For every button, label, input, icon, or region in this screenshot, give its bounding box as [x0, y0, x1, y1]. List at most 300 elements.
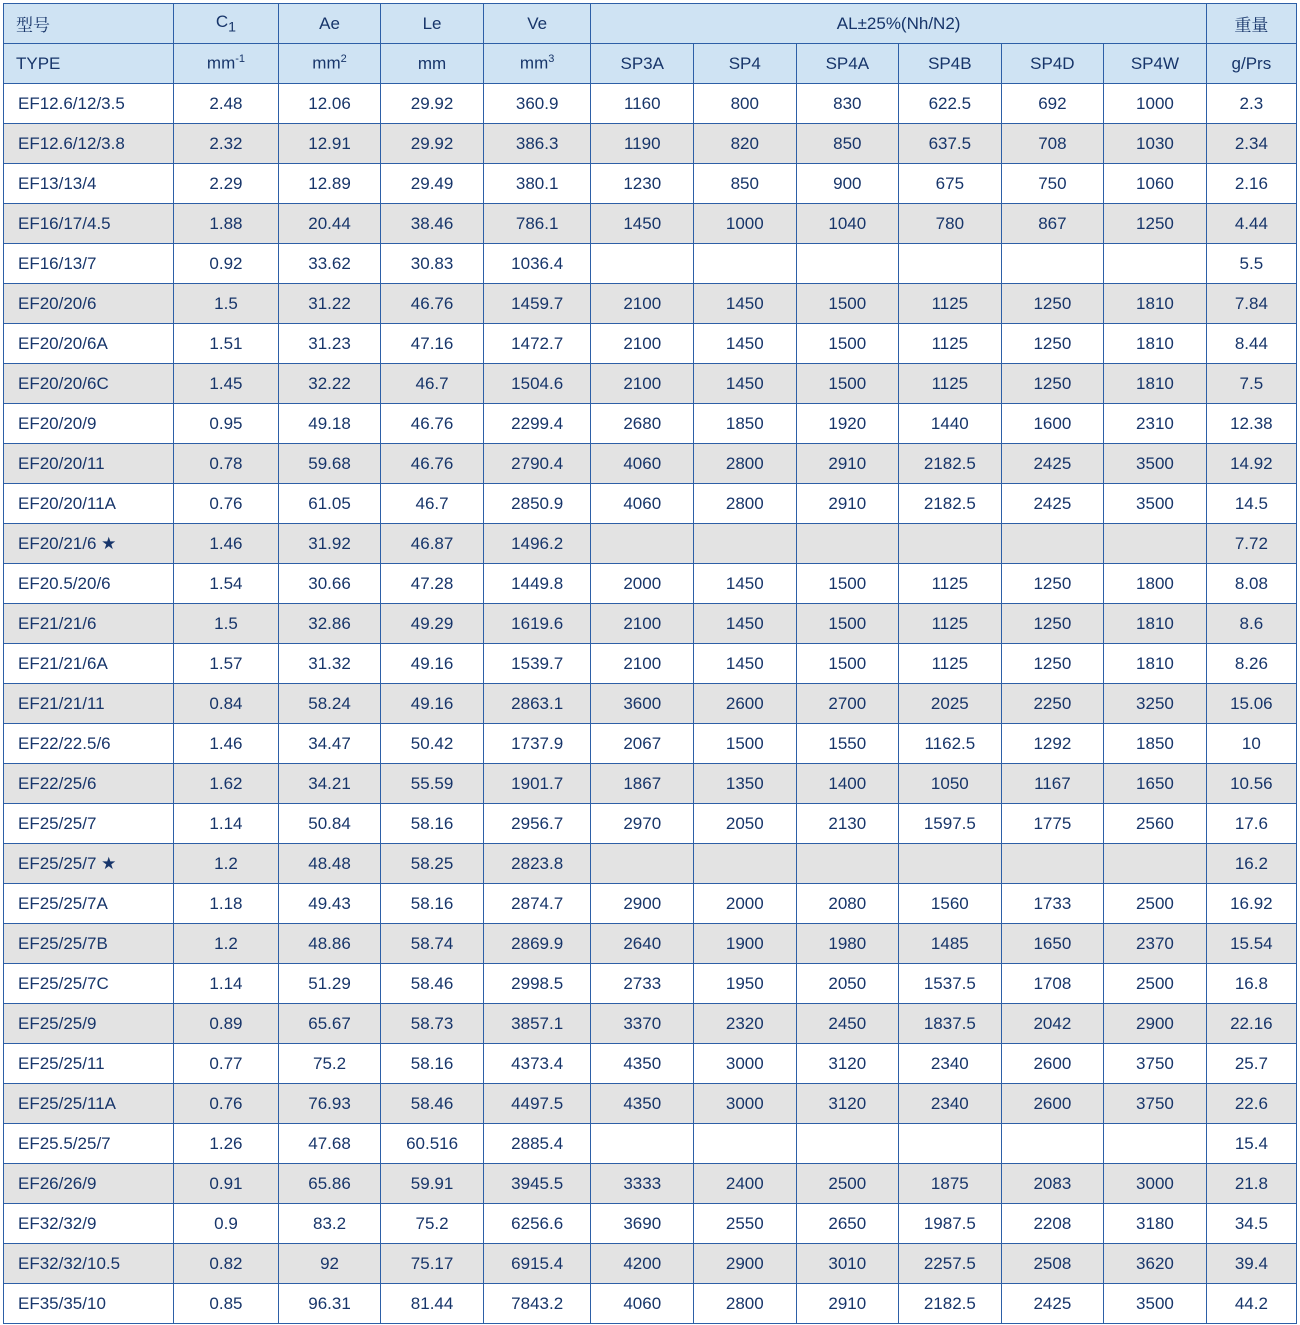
- header-ae-unit: [278, 44, 381, 84]
- cell-le: 29.92: [381, 84, 484, 124]
- cell-weight: 22.6: [1206, 1084, 1296, 1124]
- cell-al-sp4b: [899, 844, 1002, 884]
- table-row: [4, 164, 1297, 204]
- cell-al-sp4: 850: [694, 164, 797, 204]
- cell-le: 58.16: [381, 884, 484, 924]
- cell-al-sp3a: 2100: [591, 364, 694, 404]
- cell-al-sp4a: 3010: [796, 1244, 899, 1284]
- cell-c1: 1.57: [174, 644, 279, 684]
- cell-c1: 2.32: [174, 124, 279, 164]
- cell-al-sp4d: 2083: [1001, 1164, 1104, 1204]
- cell-al-sp4b: 1987.5: [899, 1204, 1002, 1244]
- cell-c1: 1.62: [174, 764, 279, 804]
- cell-al-sp3a: [591, 524, 694, 564]
- cell-type: EF12.6/12/3.5: [4, 84, 174, 124]
- table-row: [4, 684, 1297, 724]
- cell-al-sp4d: 708: [1001, 124, 1104, 164]
- cell-al-sp4: 1500: [694, 724, 797, 764]
- cell-le: 58.16: [381, 804, 484, 844]
- cell-weight: 17.6: [1206, 804, 1296, 844]
- cell-al-sp4: 3000: [694, 1044, 797, 1084]
- cell-al-sp4d: 1650: [1001, 924, 1104, 964]
- cell-al-sp3a: [591, 1124, 694, 1164]
- cell-ae: 48.48: [278, 844, 381, 884]
- cell-ae: 50.84: [278, 804, 381, 844]
- cell-c1: 1.5: [174, 284, 279, 324]
- cell-al-sp4: 1450: [694, 284, 797, 324]
- cell-al-sp4a: 1400: [796, 764, 899, 804]
- cell-al-sp4w: 1030: [1104, 124, 1207, 164]
- cell-al-sp4: 1850: [694, 404, 797, 444]
- cell-ve: 2998.5: [483, 964, 591, 1004]
- cell-al-sp4: 1450: [694, 604, 797, 644]
- cell-al-sp4a: 850: [796, 124, 899, 164]
- cell-al-sp4a: 2050: [796, 964, 899, 1004]
- cell-le: 46.76: [381, 404, 484, 444]
- cell-al-sp4w: 3620: [1104, 1244, 1207, 1284]
- cell-al-sp4w: [1104, 844, 1207, 884]
- cell-le: 46.87: [381, 524, 484, 564]
- header-le-unit: mm: [381, 44, 484, 84]
- cell-weight: 14.92: [1206, 444, 1296, 484]
- cell-al-sp3a: 4350: [591, 1044, 694, 1084]
- cell-le: 58.25: [381, 844, 484, 884]
- cell-al-sp4: 1450: [694, 644, 797, 684]
- cell-al-sp4a: 2700: [796, 684, 899, 724]
- cell-type: EF25/25/11A: [4, 1084, 174, 1124]
- table-row: [4, 724, 1297, 764]
- cell-ve: 6256.6: [483, 1204, 591, 1244]
- cell-al-sp3a: 4350: [591, 1084, 694, 1124]
- cell-al-sp4w: 3500: [1104, 484, 1207, 524]
- cell-al-sp3a: 2067: [591, 724, 694, 764]
- cell-al-sp4: 1450: [694, 564, 797, 604]
- cell-type: EF20/20/9: [4, 404, 174, 444]
- cell-le: 75.17: [381, 1244, 484, 1284]
- cell-type: EF25/25/7C: [4, 964, 174, 1004]
- cell-al-sp4: 1000: [694, 204, 797, 244]
- cell-al-sp4b: 1837.5: [899, 1004, 1002, 1044]
- cell-al-sp4b: 2025: [899, 684, 1002, 724]
- table-row: [4, 1164, 1297, 1204]
- cell-al-sp3a: 1450: [591, 204, 694, 244]
- cell-al-sp4a: 1040: [796, 204, 899, 244]
- cell-al-sp4d: 1250: [1001, 644, 1104, 684]
- cell-ve: 1449.8: [483, 564, 591, 604]
- header-ae-unit-exp: 2: [340, 53, 347, 66]
- cell-weight: 12.38: [1206, 404, 1296, 444]
- cell-al-sp3a: 2100: [591, 604, 694, 644]
- cell-type: EF12.6/12/3.8: [4, 124, 174, 164]
- cell-le: 49.16: [381, 684, 484, 724]
- header-ve-unit-base: mm: [519, 53, 549, 73]
- cell-al-sp3a: 2733: [591, 964, 694, 1004]
- table-row: [4, 204, 1297, 244]
- cell-ae: 20.44: [278, 204, 381, 244]
- cell-ve: 7843.2: [483, 1284, 591, 1324]
- cell-le: 38.46: [381, 204, 484, 244]
- cell-ve: 2850.9: [483, 484, 591, 524]
- cell-al-sp4w: 3250: [1104, 684, 1207, 724]
- table-row: [4, 284, 1297, 324]
- cell-c1: 0.84: [174, 684, 279, 724]
- cell-type: EF20/20/6A: [4, 324, 174, 364]
- cell-le: 58.73: [381, 1004, 484, 1044]
- cell-c1: 1.2: [174, 844, 279, 884]
- cell-ae: 96.31: [278, 1284, 381, 1324]
- cell-ae: 76.93: [278, 1084, 381, 1124]
- cell-al-sp4w: 3500: [1104, 1284, 1207, 1324]
- cell-type: EF22/22.5/6: [4, 724, 174, 764]
- cell-al-sp4b: [899, 1124, 1002, 1164]
- cell-al-sp4b: 1440: [899, 404, 1002, 444]
- cell-al-sp4d: 2425: [1001, 484, 1104, 524]
- cell-le: 46.7: [381, 364, 484, 404]
- cell-al-sp4d: 1775: [1001, 804, 1104, 844]
- cell-al-sp4d: 750: [1001, 164, 1104, 204]
- cell-al-sp4a: 2080: [796, 884, 899, 924]
- table-row: [4, 844, 1297, 884]
- cell-al-sp4b: 1125: [899, 324, 1002, 364]
- cell-ae: 12.89: [278, 164, 381, 204]
- header-c1: [174, 4, 279, 44]
- cell-al-sp4a: [796, 1124, 899, 1164]
- cell-al-sp4w: 1810: [1104, 324, 1207, 364]
- cell-al-sp4a: 1980: [796, 924, 899, 964]
- cell-ve: 1496.2: [483, 524, 591, 564]
- cell-type: EF26/26/9: [4, 1164, 174, 1204]
- cell-al-sp4w: 1650: [1104, 764, 1207, 804]
- cell-ae: 83.2: [278, 1204, 381, 1244]
- cell-type: EF20/20/6: [4, 284, 174, 324]
- header-ve-unit: [483, 44, 591, 84]
- cell-type: EF25/25/7 ★: [4, 844, 174, 884]
- cell-type: EF22/25/6: [4, 764, 174, 804]
- header-al-group: AL±25%(Nh/N2): [591, 4, 1206, 44]
- cell-ve: 1539.7: [483, 644, 591, 684]
- cell-c1: 0.95: [174, 404, 279, 444]
- cell-al-sp3a: 2970: [591, 804, 694, 844]
- cell-ae: 49.43: [278, 884, 381, 924]
- cell-c1: 0.89: [174, 1004, 279, 1044]
- table-row: [4, 1124, 1297, 1164]
- cell-al-sp4a: 830: [796, 84, 899, 124]
- cell-weight: 7.5: [1206, 364, 1296, 404]
- cell-c1: 0.76: [174, 1084, 279, 1124]
- cell-ve: 1036.4: [483, 244, 591, 284]
- cell-al-sp4d: 2508: [1001, 1244, 1104, 1284]
- cell-ae: 32.22: [278, 364, 381, 404]
- cell-al-sp4d: 1250: [1001, 564, 1104, 604]
- cell-type: EF25/25/9: [4, 1004, 174, 1044]
- cell-al-sp4: 3000: [694, 1084, 797, 1124]
- header-row-1: [4, 4, 1297, 44]
- cell-ae: 58.24: [278, 684, 381, 724]
- cell-al-sp4b: 2182.5: [899, 444, 1002, 484]
- cell-ae: 31.92: [278, 524, 381, 564]
- cell-le: 46.7: [381, 484, 484, 524]
- cell-ve: 4497.5: [483, 1084, 591, 1124]
- header-ae-unit-base: mm: [312, 53, 341, 73]
- cell-al-sp4: 1350: [694, 764, 797, 804]
- cell-al-sp4d: [1001, 844, 1104, 884]
- cell-al-sp4d: 1250: [1001, 364, 1104, 404]
- cell-ae: 49.18: [278, 404, 381, 444]
- cell-type: EF13/13/4: [4, 164, 174, 204]
- header-type-cn: 型号: [4, 4, 174, 44]
- cell-al-sp4: [694, 524, 797, 564]
- cell-al-sp4a: 2130: [796, 804, 899, 844]
- table-row: [4, 644, 1297, 684]
- cell-al-sp4d: 1292: [1001, 724, 1104, 764]
- cell-al-sp4b: 1125: [899, 564, 1002, 604]
- cell-al-sp4d: 2250: [1001, 684, 1104, 724]
- cell-al-sp4a: [796, 244, 899, 284]
- cell-ae: 59.68: [278, 444, 381, 484]
- cell-ae: 12.91: [278, 124, 381, 164]
- cell-c1: 1.18: [174, 884, 279, 924]
- cell-al-sp4w: 3000: [1104, 1164, 1207, 1204]
- header-al-sp4w: SP4W: [1104, 44, 1207, 84]
- cell-al-sp4d: 1708: [1001, 964, 1104, 1004]
- cell-weight: 2.34: [1206, 124, 1296, 164]
- cell-weight: 39.4: [1206, 1244, 1296, 1284]
- cell-al-sp4: 1450: [694, 324, 797, 364]
- cell-ae: 31.22: [278, 284, 381, 324]
- header-al-sp4: SP4: [694, 44, 797, 84]
- cell-al-sp4a: 2910: [796, 484, 899, 524]
- cell-al-sp3a: 2100: [591, 644, 694, 684]
- cell-le: 55.59: [381, 764, 484, 804]
- cell-type: EF20/20/11A: [4, 484, 174, 524]
- table-row: [4, 444, 1297, 484]
- cell-al-sp4: [694, 1124, 797, 1164]
- cell-al-sp4w: 2370: [1104, 924, 1207, 964]
- header-weight-cn: 重量: [1206, 4, 1296, 44]
- cell-al-sp4d: 1600: [1001, 404, 1104, 444]
- cell-al-sp4w: 1850: [1104, 724, 1207, 764]
- cell-al-sp4a: 1550: [796, 724, 899, 764]
- cell-le: 81.44: [381, 1284, 484, 1324]
- cell-ae: 48.86: [278, 924, 381, 964]
- cell-c1: 0.76: [174, 484, 279, 524]
- cell-al-sp4w: 1800: [1104, 564, 1207, 604]
- cell-le: 46.76: [381, 284, 484, 324]
- cell-al-sp4b: 2340: [899, 1044, 1002, 1084]
- table-row: [4, 324, 1297, 364]
- cell-c1: 1.46: [174, 524, 279, 564]
- cell-c1: 1.46: [174, 724, 279, 764]
- cell-al-sp4b: 2182.5: [899, 484, 1002, 524]
- cell-al-sp4a: 1920: [796, 404, 899, 444]
- table-row: [4, 1244, 1297, 1284]
- cell-weight: 22.16: [1206, 1004, 1296, 1044]
- cell-al-sp3a: [591, 244, 694, 284]
- table-row: [4, 404, 1297, 444]
- header-ve-unit-exp: 3: [548, 53, 555, 66]
- ef-core-spec-table: [3, 3, 1297, 1324]
- cell-al-sp4: 2000: [694, 884, 797, 924]
- cell-weight: 14.5: [1206, 484, 1296, 524]
- cell-al-sp4w: 1810: [1104, 284, 1207, 324]
- cell-c1: 1.51: [174, 324, 279, 364]
- cell-al-sp4b: 1485: [899, 924, 1002, 964]
- cell-weight: 5.5: [1206, 244, 1296, 284]
- cell-al-sp4w: 1810: [1104, 644, 1207, 684]
- cell-al-sp4a: 2650: [796, 1204, 899, 1244]
- cell-c1: 0.91: [174, 1164, 279, 1204]
- cell-c1: 1.88: [174, 204, 279, 244]
- table-row: [4, 1204, 1297, 1244]
- cell-al-sp4: 2400: [694, 1164, 797, 1204]
- cell-c1: 0.77: [174, 1044, 279, 1084]
- cell-c1: 0.92: [174, 244, 279, 284]
- cell-ae: 51.29: [278, 964, 381, 1004]
- cell-type: EF16/17/4.5: [4, 204, 174, 244]
- cell-c1: 1.2: [174, 924, 279, 964]
- cell-al-sp4b: 1125: [899, 644, 1002, 684]
- cell-weight: 15.06: [1206, 684, 1296, 724]
- cell-le: 58.46: [381, 1084, 484, 1124]
- cell-al-sp4d: 2600: [1001, 1084, 1104, 1124]
- table-row: [4, 364, 1297, 404]
- cell-al-sp4d: 2425: [1001, 444, 1104, 484]
- cell-type: EF25/25/7A: [4, 884, 174, 924]
- cell-c1: 1.45: [174, 364, 279, 404]
- cell-ae: 31.32: [278, 644, 381, 684]
- cell-al-sp4b: 637.5: [899, 124, 1002, 164]
- cell-ve: 2885.4: [483, 1124, 591, 1164]
- cell-al-sp4d: 2208: [1001, 1204, 1104, 1244]
- cell-weight: 8.08: [1206, 564, 1296, 604]
- cell-al-sp4w: 2310: [1104, 404, 1207, 444]
- cell-al-sp4w: [1104, 244, 1207, 284]
- cell-al-sp3a: 2000: [591, 564, 694, 604]
- cell-al-sp4a: [796, 844, 899, 884]
- cell-ae: 34.47: [278, 724, 381, 764]
- cell-c1: 1.14: [174, 804, 279, 844]
- cell-al-sp4b: 2340: [899, 1084, 1002, 1124]
- cell-le: 58.46: [381, 964, 484, 1004]
- cell-c1: 0.82: [174, 1244, 279, 1284]
- cell-type: EF32/32/9: [4, 1204, 174, 1244]
- cell-al-sp4b: 675: [899, 164, 1002, 204]
- cell-weight: 16.2: [1206, 844, 1296, 884]
- cell-ae: 47.68: [278, 1124, 381, 1164]
- cell-al-sp4w: 3180: [1104, 1204, 1207, 1244]
- cell-al-sp4b: 622.5: [899, 84, 1002, 124]
- cell-ve: 1504.6: [483, 364, 591, 404]
- cell-al-sp3a: 4060: [591, 444, 694, 484]
- header-al-sp4a: SP4A: [796, 44, 899, 84]
- header-row-2: [4, 44, 1297, 84]
- table-row: [4, 964, 1297, 1004]
- table-row: [4, 524, 1297, 564]
- cell-al-sp4w: 3750: [1104, 1044, 1207, 1084]
- cell-al-sp3a: 3600: [591, 684, 694, 724]
- cell-al-sp4: [694, 844, 797, 884]
- cell-al-sp3a: 2640: [591, 924, 694, 964]
- table-row: [4, 884, 1297, 924]
- cell-le: 58.74: [381, 924, 484, 964]
- cell-weight: 4.44: [1206, 204, 1296, 244]
- cell-le: 75.2: [381, 1204, 484, 1244]
- cell-type: EF35/35/10: [4, 1284, 174, 1324]
- header-c1-unit: [174, 44, 279, 84]
- cell-weight: 8.6: [1206, 604, 1296, 644]
- table-row: [4, 764, 1297, 804]
- cell-al-sp4: 2800: [694, 444, 797, 484]
- table-row: [4, 1044, 1297, 1084]
- cell-le: 29.92: [381, 124, 484, 164]
- cell-al-sp4: 820: [694, 124, 797, 164]
- cell-al-sp4d: 867: [1001, 204, 1104, 244]
- cell-al-sp3a: 4060: [591, 484, 694, 524]
- cell-al-sp4w: 1000: [1104, 84, 1207, 124]
- cell-weight: 10: [1206, 724, 1296, 764]
- table-head: [4, 4, 1297, 84]
- table-row: [4, 1004, 1297, 1044]
- table-row: [4, 1284, 1297, 1324]
- cell-al-sp4b: 1875: [899, 1164, 1002, 1204]
- cell-ve: 4373.4: [483, 1044, 591, 1084]
- header-c1-unit-base: mm: [206, 53, 236, 73]
- cell-al-sp4d: [1001, 244, 1104, 284]
- cell-type: EF21/21/11: [4, 684, 174, 724]
- header-al-sp4b: SP4B: [899, 44, 1002, 84]
- cell-c1: 0.78: [174, 444, 279, 484]
- cell-ae: 65.67: [278, 1004, 381, 1044]
- cell-al-sp4d: [1001, 1124, 1104, 1164]
- cell-type: EF20/20/11: [4, 444, 174, 484]
- cell-weight: 44.2: [1206, 1284, 1296, 1324]
- cell-al-sp4a: 900: [796, 164, 899, 204]
- cell-al-sp4a: 2450: [796, 1004, 899, 1044]
- cell-al-sp4a: 1500: [796, 324, 899, 364]
- header-c1-subscript: 1: [228, 19, 237, 36]
- cell-al-sp4a: 1500: [796, 284, 899, 324]
- cell-al-sp4: 2600: [694, 684, 797, 724]
- cell-al-sp4: 2320: [694, 1004, 797, 1044]
- cell-type: EF25/25/11: [4, 1044, 174, 1084]
- cell-al-sp3a: 2100: [591, 324, 694, 364]
- cell-ve: 386.3: [483, 124, 591, 164]
- cell-al-sp4b: 1125: [899, 604, 1002, 644]
- cell-le: 47.28: [381, 564, 484, 604]
- cell-al-sp4a: 1500: [796, 364, 899, 404]
- cell-weight: 8.26: [1206, 644, 1296, 684]
- cell-al-sp3a: 2100: [591, 284, 694, 324]
- cell-ve: 380.1: [483, 164, 591, 204]
- cell-al-sp4: 2900: [694, 1244, 797, 1284]
- cell-al-sp4b: 1162.5: [899, 724, 1002, 764]
- cell-al-sp3a: 3690: [591, 1204, 694, 1244]
- cell-weight: 15.4: [1206, 1124, 1296, 1164]
- cell-al-sp4w: 3500: [1104, 444, 1207, 484]
- cell-le: 49.16: [381, 644, 484, 684]
- cell-ve: 2956.7: [483, 804, 591, 844]
- cell-le: 49.29: [381, 604, 484, 644]
- cell-ve: 2874.7: [483, 884, 591, 924]
- cell-ve: 3945.5: [483, 1164, 591, 1204]
- cell-al-sp4a: 2910: [796, 1284, 899, 1324]
- cell-al-sp4b: 1597.5: [899, 804, 1002, 844]
- cell-al-sp4d: 2600: [1001, 1044, 1104, 1084]
- cell-ve: 1737.9: [483, 724, 591, 764]
- header-le: Le: [381, 4, 484, 44]
- cell-al-sp4w: 2500: [1104, 964, 1207, 1004]
- cell-al-sp4b: 1537.5: [899, 964, 1002, 1004]
